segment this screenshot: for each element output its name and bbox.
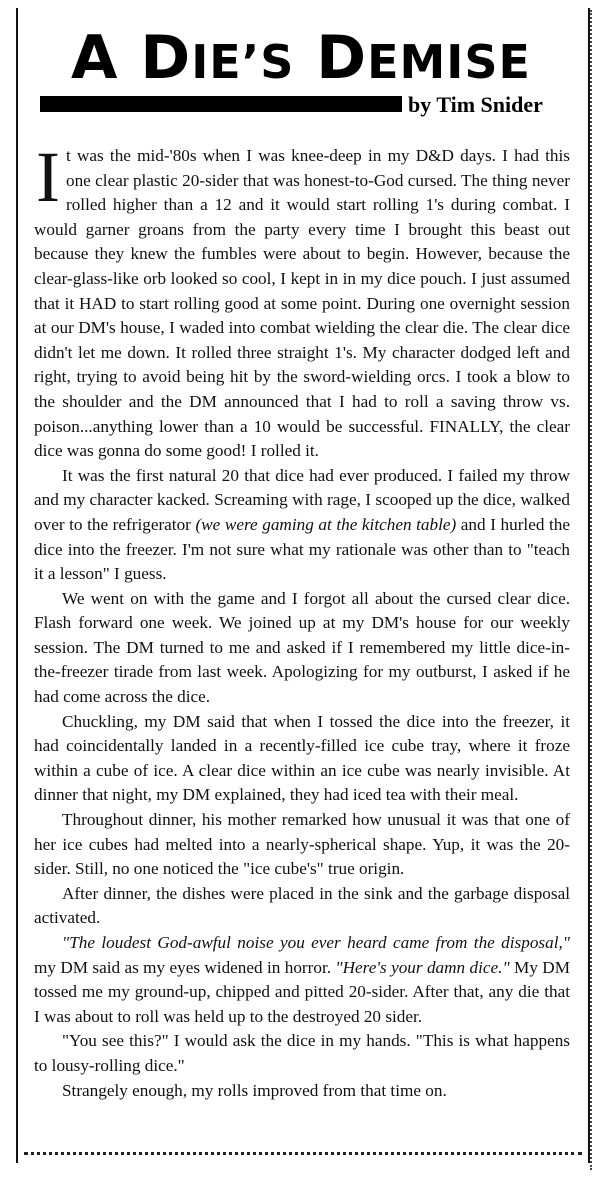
title-demise-rest: EMISE [367,35,531,89]
title-rule [40,96,402,112]
title-a: A [71,23,119,93]
paragraph-6: After dinner, the dishes were placed in the sink and the garbage disposal activated. [34,883,570,928]
title-apostrophe: ’ [241,35,261,89]
paragraph-9: Strangely enough, my rolls improved from that time on. [62,1080,447,1100]
bottom-dotted-rule [24,1152,582,1155]
paragraph-1 [34,137,570,464]
page-edge-decoration [590,10,600,1170]
title-die-initial: D [140,23,192,93]
paragraph-3: We went on with the game and I forgot all about the cursed clear dice. Flash forward one week. We joined up at my DM's house for our weekly session. The DM turned to me and asked if I remembered my little dice-in-the-freezer tirade from last week. Apologizing for my outburst, I asked if he had come across the dice. [34,588,570,707]
paragraph-4: Chuckling, my DM said that when I tossed the dice into the freezer, it had coincidentally landed in a recently-filled ice cube tray, where it froze within a cube of ice. A clear dice within an ice cube was nearly invisible. At dinner that night, my DM explained, they had iced tea with their meal. [34,711,570,805]
title-die-s: S [260,35,295,89]
paragraph-5: Throughout dinner, his mother remarked how unusual it was that one of her ice cubes had melted into a nearly-spherical shape. Yup, it was the 20-sider. Still, no one noticed the "ice cube's" true origin. [34,810,570,879]
paragraph-2-text-b: and I hurled the dice into the freezer. I'm not sure what my rationale was other than to "teach it a lesson" I guess. [34,514,570,584]
paragraph-2-text-a: It was the first natural 20 that dice had ever produced. I failed my throw and my character kacked. Screaming with rage, I scooped up the dice, walked over to the refrigerator [34,465,570,534]
title-demise-initial: D [316,23,368,93]
paragraph-7-italic-2: "Here's your damn dice." [335,957,510,977]
paragraph-2 [34,464,570,587]
article-title [18,23,584,94]
paragraph-8: "You see this?" I would ask the dice in my hands. "This is what happens to lousy-rolling dice." [34,1031,570,1075]
paragraph-2-italic: (we were gaming at the kitchen table) [195,514,457,534]
article-body [34,137,570,1103]
paragraph-7-text-a: my DM said as my eyes widened in horror. [34,957,336,977]
paragraph-7 [34,931,570,1029]
title-die-rest: IE [191,35,242,89]
byline: by Tim Snider [408,92,543,117]
drop-cap: I [36,137,60,217]
paragraph-1-text: t was the mid-'80s when I was knee-deep in my D&D days. I had this one clear plastic 20-sider that was honest-to-God cursed. The thing never rolled higher than a 12 and it would start rolling 1's during combat. I would garner groans from the party every time I brought this beast out because they knew the fumbles were about to begin. However, because the clear-glass-like orb looked so cool, I kept in in my dice pouch. I just assumed that it HAD to start rolling good at some point. During one overnight session at our DM's house, I waded into combat wielding the clear die. The clear dice didn't let me down. It rolled three straight 1's. My character dodged left and right, trying to avoid being hit by the sword-wielding orcs. I took a blow to the shoulder and the DM announced that I had to roll a saving throw vs. poison...anything lower than a 10 would be successful. FINALLY, the clear dice was gonna do some good! I rolled it. [34,146,570,461]
paragraph-7-text-b: My DM tossed me my ground-up, chipped and pitted 20-sider. After that, any die that I was about to roll was held up to the destroyed 20 sider. [34,957,570,1026]
paragraph-7-italic-1: "The loudest God-awful noise you ever heard came from the disposal," [62,933,570,952]
